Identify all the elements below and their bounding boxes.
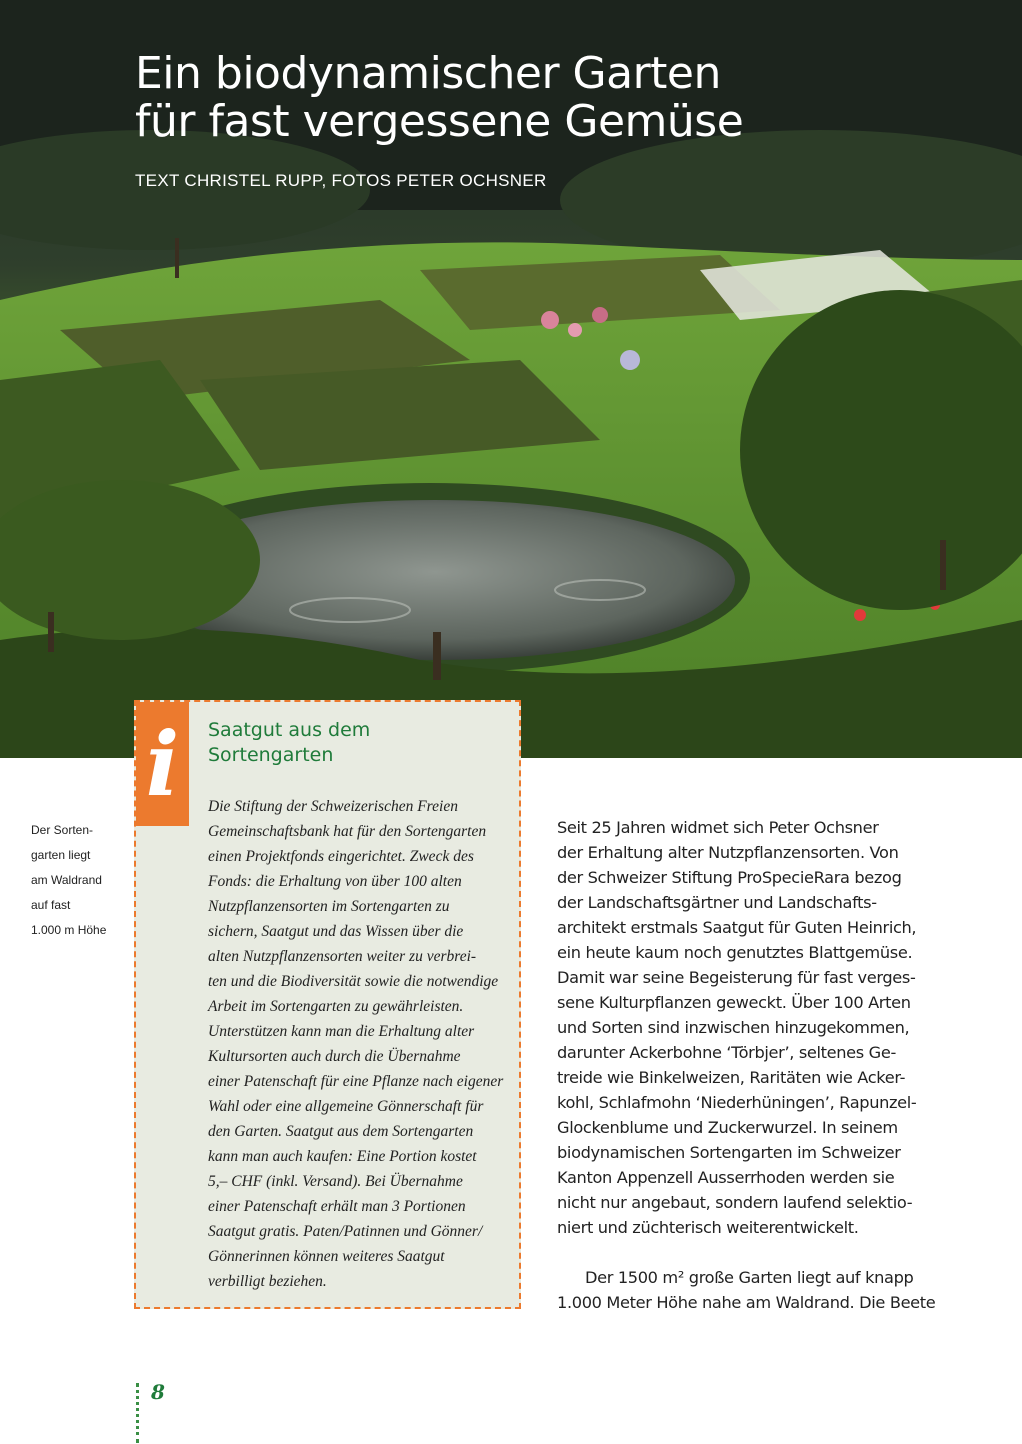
info-body-line: Unterstützen kann man die Erhaltung alter bbox=[208, 1023, 475, 1040]
info-body-line: Nutzpflanzensorten im Sortengarten zu bbox=[208, 898, 450, 915]
info-body-line: verbilligt beziehen. bbox=[208, 1273, 327, 1290]
info-body-line: sichern, Saatgut und das Wissen über die bbox=[208, 923, 464, 940]
article-line: nicht nur angebaut, sondern laufend selektio- bbox=[557, 1193, 913, 1212]
article-line: und Sorten sind inzwischen hinzugekommen, bbox=[557, 1018, 910, 1037]
article-line: der Erhaltung alter Nutzpflanzensorten. Von bbox=[557, 843, 899, 862]
info-body-line: einer Patenschaft erhält man 3 Portionen bbox=[208, 1198, 466, 1215]
info-body-line: Wahl oder eine allgemeine Gönnerschaft für bbox=[208, 1098, 484, 1115]
article-line: treide wie Binkelweizen, Raritäten wie Acker- bbox=[557, 1068, 906, 1087]
article-body bbox=[557, 815, 957, 1315]
info-body-line: kann man auch kaufen: Eine Portion kostet bbox=[208, 1148, 477, 1165]
article-title bbox=[135, 50, 743, 146]
article-line: sene Kulturpflanzen geweckt. Über 100 Arten bbox=[557, 993, 911, 1012]
info-icon: i bbox=[136, 702, 189, 826]
info-box bbox=[134, 700, 521, 1309]
info-body-line: den Garten. Saatgut aus dem Sortengarten bbox=[208, 1123, 474, 1140]
info-body-line: Fonds: die Erhaltung von über 100 alten bbox=[208, 873, 462, 890]
photo-caption bbox=[31, 818, 121, 943]
info-body-line: einer Patenschaft für eine Pflanze nach eigener bbox=[208, 1073, 504, 1090]
paragraph-gap bbox=[557, 1240, 957, 1265]
article-line: Der 1500 m² große Garten liegt auf knapp bbox=[585, 1268, 914, 1287]
info-body-line: Arbeit im Sortengarten zu gewährleisten. bbox=[208, 998, 464, 1015]
article-line: Damit war seine Begeisterung für fast verges- bbox=[557, 968, 916, 987]
byline: TEXT CHRISTEL RUPP, FOTOS PETER OCHSNER bbox=[135, 171, 547, 190]
article-line: Glockenblume und Zuckerwurzel. In seinem bbox=[557, 1118, 898, 1137]
info-body-line: Gönnerinnen können weiteres Saatgut bbox=[208, 1248, 445, 1265]
article-line: 1.000 Meter Höhe nahe am Waldrand. Die Beete bbox=[557, 1293, 936, 1312]
info-body-line: einen Projektfonds eingerichtet. Zweck des bbox=[208, 848, 474, 865]
page-number: 8 bbox=[151, 1380, 165, 1404]
caption-line: Der Sorten- bbox=[31, 823, 94, 837]
page-margin-dots bbox=[136, 1383, 139, 1443]
article-line: der Landschaftsgärtner und Landschafts- bbox=[557, 893, 877, 912]
info-box-body bbox=[208, 794, 518, 1294]
article-line: kohl, Schlafmohn ‘Niederhüningen’, Rapunzel- bbox=[557, 1093, 917, 1112]
info-body-line: Saatgut gratis. Paten/Patinnen und Gönner/ bbox=[208, 1223, 483, 1240]
article-line: Kanton Appenzell Ausserrhoden werden sie bbox=[557, 1168, 895, 1187]
info-body-line: Gemeinschaftsbank hat für den Sortengarten bbox=[208, 823, 487, 840]
article-line: Seit 25 Jahren widmet sich Peter Ochsner bbox=[557, 818, 879, 837]
info-body-line: alten Nutzpflanzensorten weiter zu verbrei- bbox=[208, 948, 477, 965]
article-line: darunter Ackerbohne ‘Törbjer’, seltenes Ge- bbox=[557, 1043, 896, 1062]
article-line: der Schweizer Stiftung ProSpecieRara bezog bbox=[557, 868, 902, 887]
info-body-line: Die Stiftung der Schweizerischen Freien bbox=[208, 798, 458, 815]
title-line: Ein biodynamischer Garten bbox=[135, 48, 721, 99]
info-body-line: 5,– CHF (inkl. Versand). Bei Übernahme bbox=[208, 1173, 463, 1190]
caption-line: am Waldrand bbox=[31, 873, 102, 887]
info-heading-line: Sortengarten bbox=[208, 744, 334, 766]
article-line: architekt erstmals Saatgut für Guten Heinrich, bbox=[557, 918, 917, 937]
caption-line: 1.000 m Höhe bbox=[31, 923, 107, 937]
info-box-heading bbox=[208, 718, 508, 768]
info-heading-line: Saatgut aus dem bbox=[208, 719, 371, 741]
article-line: ein heute kaum noch genutztes Blattgemüse. bbox=[557, 943, 913, 962]
caption-line: auf fast bbox=[31, 898, 71, 912]
caption-line: garten liegt bbox=[31, 848, 91, 862]
article-line: niert und züchterisch weiterentwickelt. bbox=[557, 1218, 859, 1237]
title-line: für fast vergessene Gemüse bbox=[135, 96, 744, 147]
article-line: biodynamischen Sortengarten im Schweizer bbox=[557, 1143, 901, 1162]
info-body-line: Kultursorten auch durch die Übernahme bbox=[208, 1048, 461, 1065]
info-body-line: ten und die Biodiversität sowie die notwendige bbox=[208, 973, 499, 990]
